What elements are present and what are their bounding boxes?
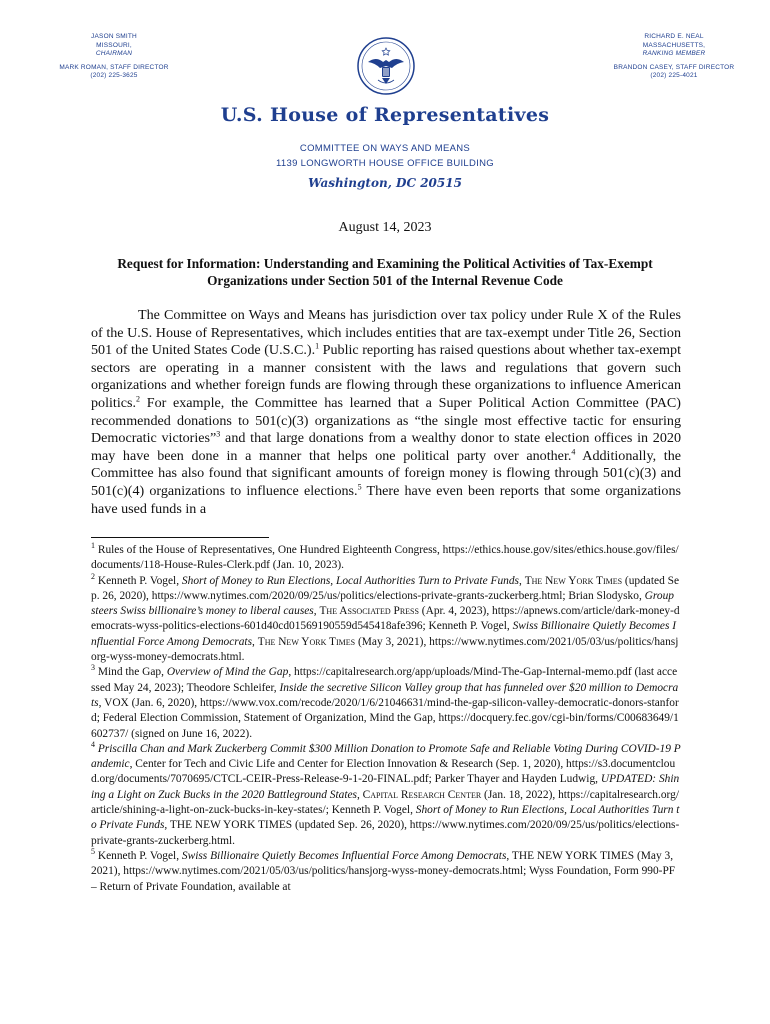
ranking-member-role: RANKING MEMBER [642,50,706,57]
publication-name: The New York Times [524,574,623,587]
footnote-number: 5 [91,847,95,857]
footnote-2 [91,571,681,666]
footnote-ref: 4 [571,447,576,457]
letterhead-chairman [24,33,204,81]
house-seal-eagle-icon [356,36,416,96]
committee-city: Washington, DC 20515 [308,176,462,190]
house-title: U.S. House of Representatives [220,104,550,126]
committee-name: COMMITTEE ON WAYS AND MEANS [299,143,471,154]
footnote-text: Mind the Gap, [95,666,167,679]
footnote-text: , THE NEW YORK TIMES (May 3, 2021), https://www.nytimes.com/2021/05/03/us/politics/hansjorg-wyss-money-democrats.html; Wyss Foundation, Form 990-PF – Return of Private Foundation, available at [91,849,676,893]
body-sentence: For example, the Committee has learned that a Super Political Action Committee (PAC) recommended donations to 501(c)(3) organizations as “the single most effective tactic for ensuring Democratic victories” [91,394,681,447]
chairman-state: MISSOURI, [96,41,132,49]
ranking-staff-director: BRANDON CASEY, STAFF DIRECTOR [613,63,735,71]
footnote-text: , https://capitalresearch.org/app/uploads/Mind-The-Gap-Internal-memo.pdf (last accessed May 24, 2023); Theodore Schleifer, [91,666,678,694]
footnote-text: (Jan. 18, 2022), https://capitalresearch.org/article/shining-a-light-on-zuck-bucks-in-key-states/; Kenneth P. Vogel, [91,788,679,817]
footnote-text: (updated Sep. 26, 2020), https://www.nytimes.com/2020/09/25/us/politics/elections-private-grants-zuckerberg.html; Brian Slodysko, [91,574,680,602]
chairman-phone: (202) 225-3625 [90,72,138,79]
footnote-number: 2 [91,571,95,581]
footnote-ref: 1 [315,341,320,351]
chairman-staff-director: MARK ROMAN, STAFF DIRECTOR [59,63,169,71]
committee-block [0,141,770,171]
letter-date: August 14, 2023 [338,220,432,235]
citation-title: Group steers Swiss billionaire’s money to liberal causes [91,589,674,618]
footnote-text: , [356,788,363,801]
citation-title: Priscilla Chan and Mark Zuckerberg Commit $300 Million Donation to Promote Safe and Reliable Voting During COVID-19 Pandemic [91,742,681,771]
citation-title: Inside the secretive Silicon Valley group that has funneled over $20 million to Democrats [91,681,679,709]
footnote-text: , VOX (Jan. 6, 2020), https://www.vox.com/recode/2020/1/6/21046631/mind-the-gap-silicon-valley-democratic-donors-stanford; Federal Election Commission, Statement of Organization, Mind the Gap, https://docquery.fec.gov/cgi-bin/forms/C00683649/1602737/ (signed on June 16, 2022). [91,696,679,740]
footnote-text: , [518,574,525,587]
publication-name: The New York Times [257,635,356,648]
citation-title: Swiss Billionaire Quietly Becomes Influential Force Among Democrats [91,620,677,648]
footnote-1 [91,543,681,574]
ranking-phone: (202) 225-4021 [650,72,698,79]
footnote-5 [91,849,681,895]
footnote-ref: 5 [357,482,362,492]
footnote-text: (May 3, 2021), https://www.nytimes.com/2021/05/03/us/politics/hansjorg-wyss-money-democrats.html. [91,635,679,664]
citation-title: UPDATED: Shining a Light on Zuck Bucks in the 2020 Battleground States [91,773,680,801]
footnote-text: , Center for Tech and Civic Life and Center for Election Innovation & Research (Sep. 1, 2020), https://s3.documentcloud.org/documents/7070695/CTCL-CEIR-Press-Release-9-1-20-FINAL.pdf; Parker Thayer and Hayden Ludwig, [91,758,676,786]
citation-title: Short of Money to Run Elections, Local Authorities Turn to Private Funds [91,804,680,832]
body-sentence: and that large donations from a wealthy donor to state election offices in 2020 may have been done in a manner that helps one political party over another. [91,430,681,464]
citation-title: Overview of Mind the Gap [166,666,289,679]
chairman-role: CHAIRMAN [95,50,133,57]
publication-name: Capital Research Center [362,788,482,801]
footnote-ref: 2 [136,394,141,404]
footnote-number: 3 [91,663,95,673]
footnote-text: , THE NEW YORK TIMES (updated Sep. 26, 2020), https://www.nytimes.com/2020/09/25/us/politics/elections-private-grants-zuckerberg.html. [91,819,680,847]
body-sentence: There have even been reports that some organizations have used funds in a [91,482,681,517]
body-sentence: Additionally, the Committee has also found that significant amounts of foreign money is flowing through 501(c)(3) and 501(c)(4) organizations to influence elections. [91,447,682,499]
footnotes [91,543,681,895]
footnote-text: Rules of the House of Representatives, One Hundred Eighteenth Congress, https://ethics.house.gov/sites/ethics.house.gov/files/documents/118-House-Rules-Clerk.pdf (Jan. 10, 2023). [91,544,679,572]
footnote-3 [91,665,681,741]
footnote-ref: 3 [216,429,221,439]
letterhead-ranking-member [594,33,754,81]
footnote-text: , [313,605,320,618]
footnote-text: Kenneth P. Vogel, [95,849,182,862]
ranking-member-state: MASSACHUSETTS, [642,41,706,49]
footnote-text: (Apr. 4, 2023), https://apnews.com/article/dark-money-democrats-wyss-politics-elections-601d40cd01569190559d545418afe396; Kenneth P. Vogel, [91,605,680,633]
footnote-divider [91,537,269,538]
ranking-member-name: RICHARD E. NEAL [644,33,704,40]
footnote-text: Kenneth P. Vogel, [95,574,182,587]
footnote-text: , [252,635,258,648]
letter-subject: Request for Information: Understanding and Examining the Political Activities of Tax-Exempt Organizations under Section 501 of the Internal Revenue Code [117,256,653,288]
chairman-name: JASON SMITH [91,33,137,40]
committee-building: 1139 LONGWORTH HOUSE OFFICE BUILDING [276,158,494,169]
citation-title: Swiss Billionaire Quietly Becomes Influential Force Among Democrats [181,849,507,862]
footnote-number: 4 [91,740,95,750]
body-sentence: The Committee on Ways and Means has jurisdiction over tax policy under Rule X of the Rules of the U.S. House of Representatives, which includes entities that are tax-exempt under Title 26, Section 501 of the United States Code (U.S.C.). [91,307,681,359]
body-sentence: Public reporting has raised questions about whether tax-exempt sectors are operating in a manner consistent with the laws and regulations that govern such organizations and whether foreign funds are flowing through these organizations to influence American politics. [91,342,681,411]
publication-name: The Associated Press [319,605,419,618]
citation-title: Short of Money to Run Elections, Local Authorities Turn to Private Funds [181,574,519,587]
body-paragraph [91,307,681,518]
footnote-number: 1 [91,541,95,551]
footnote-4 [91,742,681,849]
